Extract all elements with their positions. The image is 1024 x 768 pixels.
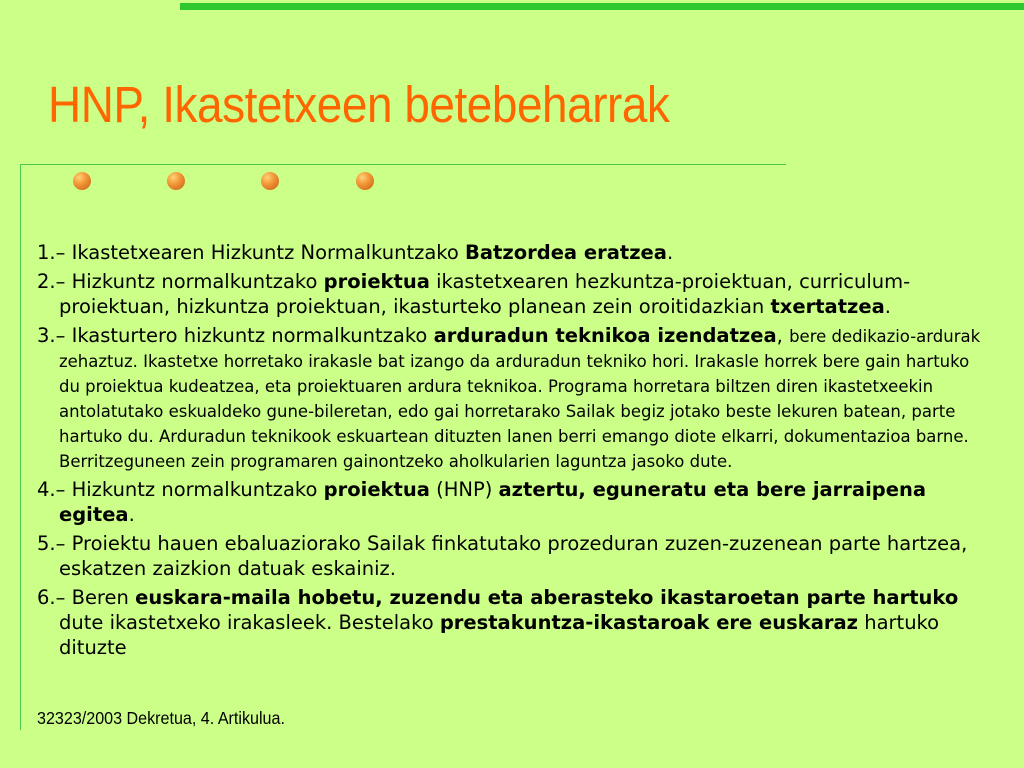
item-text: (HNP) <box>429 478 499 501</box>
item-text: hartuko dituzte <box>59 611 940 659</box>
item-text: , <box>776 324 790 347</box>
item-bold-text: proiektua <box>323 478 430 501</box>
item-text: Ikastetxearen Hizkuntz Normalkuntzako <box>71 241 466 264</box>
item-text: Proiektu hauen ebaluaziorako Sailak finkatutako prozeduran zuzen-zuzenean parte hartzea, eskatzen zaizkion datuak eskainiz. <box>59 532 968 580</box>
item-bold-text: aztertu, eguneratu eta bere jarraipena egitea <box>59 478 926 526</box>
item-text: Hizkuntz normalkuntzako <box>71 478 324 501</box>
item-text: Ikasturtero hizkuntz normalkuntzako <box>71 324 434 347</box>
source-citation: 32323/2003 Dekretua, 4. Artikulua. <box>37 708 285 728</box>
list-item <box>37 323 987 473</box>
list-item <box>37 269 987 319</box>
slide-title: HNP, Ikastetxeen betebeharrak <box>48 76 670 133</box>
item-text: . <box>128 503 135 526</box>
item-number: 6.– <box>37 586 72 609</box>
item-bold-text: Batzordea eratzea <box>465 241 667 264</box>
item-bold-text: prestakuntza-ikastaroak ere euskaraz <box>439 611 859 634</box>
top-accent-bar <box>180 3 1024 10</box>
frame-left-line <box>20 164 21 730</box>
item-bold-text: euskara-maila hobetu, zuzendu eta aberasteko ikastaroetan parte hartuko <box>135 586 959 609</box>
item-text: Beren <box>71 586 136 609</box>
frame-top-line <box>20 164 786 165</box>
item-number: 3.– <box>37 324 72 347</box>
item-bold-text: proiektua <box>323 270 430 293</box>
item-number: 5.– <box>37 532 72 555</box>
item-text: Hizkuntz normalkuntzako <box>71 270 324 293</box>
item-number: 2.– <box>37 270 72 293</box>
bullet-dot-icon <box>261 172 279 190</box>
obligations-list <box>37 240 987 664</box>
bullet-dot-icon <box>356 172 374 190</box>
item-bold-text: arduradun teknikoa izendatzea <box>433 324 777 347</box>
item-number: 4.– <box>37 478 72 501</box>
item-detail-text: bere dedikazio-ardurak zehaztuz. Ikastetxe horretako irakasle bat izango da arduradun tekniko hori. Irakasle horrek bere gain hartuko du proiektua kudeatzea, eta proiektuaren ardura teknikoa. Programa horretara biltzen diren ikastetxeekin antolatutako eskualdeko gune-bileretan, edo gai horretarako Sailak begiz jotako beste lekuren batean, parte hartuko du. Arduradun teknikook eskuartean dituzten lanen berri emango diote elkarri, dokumentazioa barne. Berritzeguneen zein programaren gainontzeko aholkularien laguntza jasoko dute. <box>59 327 981 471</box>
list-item <box>37 240 987 265</box>
list-item <box>37 585 987 660</box>
item-bold-text: txertatzea <box>770 295 885 318</box>
bullet-dot-icon <box>167 172 185 190</box>
bullet-dot-icon <box>73 172 91 190</box>
list-item <box>37 531 987 581</box>
item-number: 1.– <box>37 241 72 264</box>
item-text: . <box>884 295 891 318</box>
item-text: ikastetxearen hezkuntza-proiektuan, curriculum-proiektuan, hizkuntza proiektuan, ikasturteko planean zein oroitidazkian <box>59 270 911 318</box>
list-item <box>37 477 987 527</box>
item-text: dute ikastetxeko irakasleek. Bestelako <box>59 611 440 634</box>
item-text: . <box>666 241 674 264</box>
